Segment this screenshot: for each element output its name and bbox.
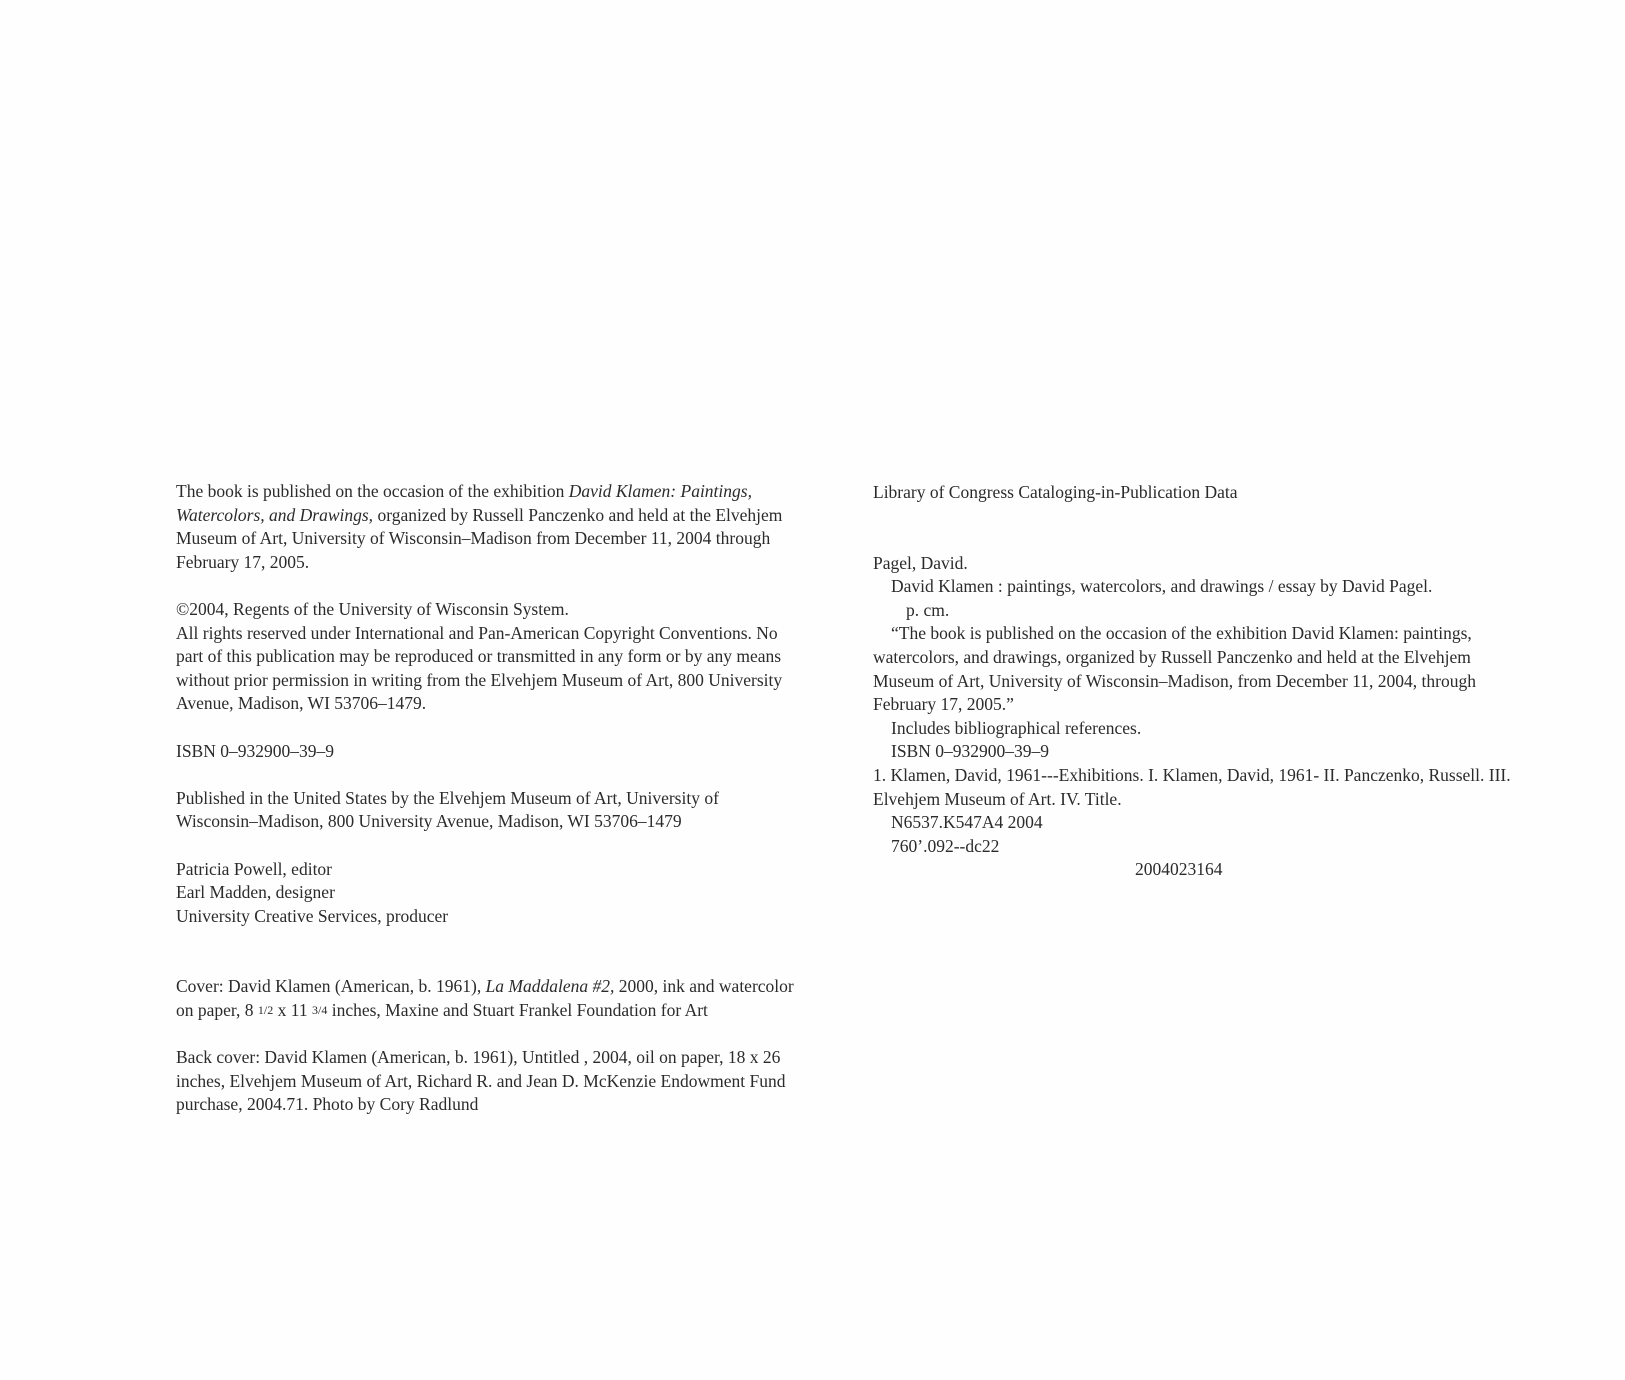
isbn-line: ISBN 0–932900–39–9 (176, 740, 334, 761)
cover-work-title: La Maddalena #2, (485, 976, 615, 997)
cip-note: “The book is published on the occasion of the exhibition David Klamen: paintings, watercolors, and drawings, organized by Russell Panczenko and held at the Elvehjem Museum of Art, University of Wisconsin–Madison, from December 11, 2004, through February 17, 2005.” (873, 623, 1476, 715)
cip-title: David Klamen : paintings, watercolors, and drawings / essay by David Pagel. (891, 576, 1433, 597)
cip-call-number: N6537.K547A4 2004 (891, 812, 1043, 833)
cip-subjects: 1. Klamen, David, 1961---Exhibitions. I. Klamen, David, 1961- II. Panczenko, Russell. III. Elvehjem Museum of Art. IV. Title. (873, 764, 1511, 809)
copyright-line: ©2004, Regents of the University of Wisconsin System. (176, 598, 569, 619)
cover-caption (176, 975, 796, 1022)
cover-fraction-width: 1/2 (257, 1002, 274, 1017)
publisher-statement: Published in the United States by the Elvehjem Museum of Art, University of Wisconsin–Madison, 800 University Avenue, Madison, WI 53706–1479 (176, 787, 719, 832)
cip-heading: Library of Congress Cataloging-in-Publication Data (873, 482, 1238, 502)
cover-caption-detail: x 11 (273, 999, 312, 1020)
cover-caption-lead: Cover: David Klamen (American, b. 1961), (176, 976, 486, 997)
cover-fraction-height: 3/4 (312, 1002, 328, 1017)
cip-isbn: ISBN 0–932900–39–9 (891, 741, 1049, 762)
cip-dewey: 760’.092--dc22 (891, 835, 1000, 856)
credit-designer: Earl Madden, designer (176, 882, 335, 903)
colophon-column (176, 480, 796, 1117)
exhibition-statement-tail: organized by Russell Panczenko and held at the Elvehjem Museum of Art, University of Wisconsin–Madison from December 11, 2004 through February 17, 2005. (176, 504, 783, 572)
cip-lccn: 2004023164 (1135, 859, 1223, 880)
credit-producer: University Creative Services, producer (176, 905, 449, 926)
exhibition-statement (176, 480, 796, 574)
cover-caption-detail: inches, Maxine and Stuart Frankel Foundation for Art (327, 999, 708, 1020)
cip-bibliography: Includes bibliographical references. (891, 717, 1142, 738)
rights-statement: All rights reserved under International and Pan-American Copyright Conventions. No part of this publication may be reproduced or transmitted in any form or by any means without prior permission in writing from the Elvehjem Museum of Art, 800 University Avenue, Madison, WI 53706–1479. (176, 622, 783, 714)
cip-author: Pagel, David. (873, 552, 968, 573)
cover-caption-detail: 2000, ink and watercolor on paper, 8 (176, 976, 794, 1020)
cip-data-column (873, 481, 1513, 882)
back-cover-caption: Back cover: David Klamen (American, b. 1961), Untitled , 2004, oil on paper, 18 x 26 inches, Elvehjem Museum of Art, Richard R. and Jean D. McKenzie Endowment Fund purchase, 2004.71. Photo by Cory Radlund (176, 1047, 786, 1115)
exhibition-statement-lead: The book is published on the occasion of the exhibition (176, 481, 569, 501)
credit-editor: Patricia Powell, editor (176, 858, 333, 879)
exhibition-title: David Klamen: Paintings, Watercolors, and Drawings, (176, 481, 752, 525)
cip-pages: p. cm. (906, 599, 950, 620)
